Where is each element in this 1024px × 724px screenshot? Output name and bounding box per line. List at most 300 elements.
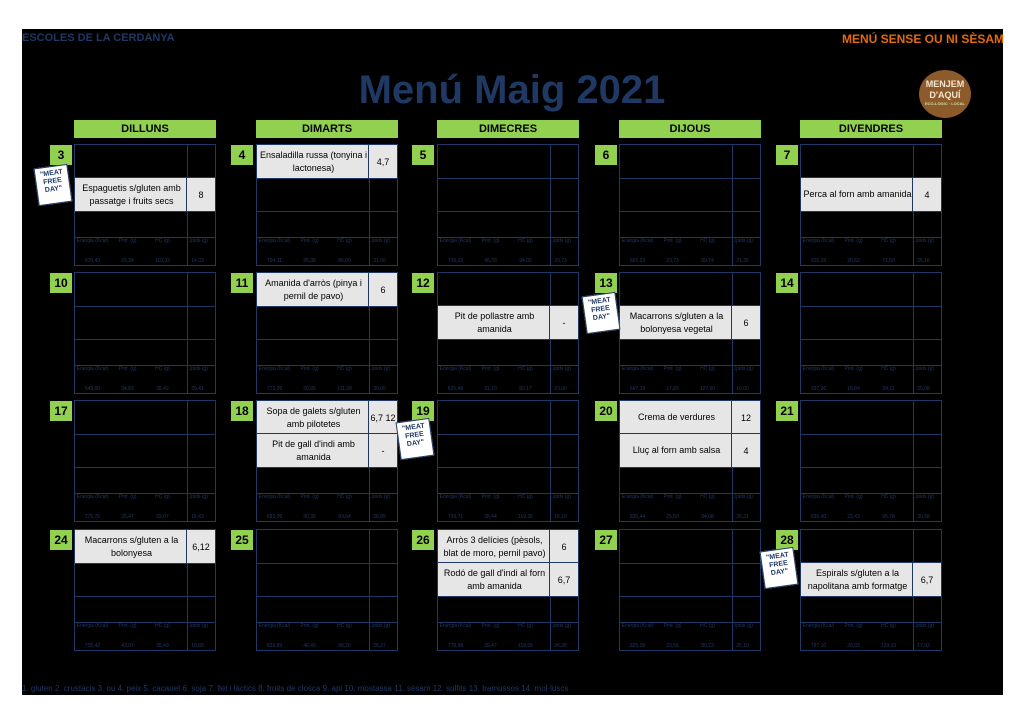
nutrition-value: 28,89 <box>373 514 386 520</box>
meat-free-day-badge: "MEAT FREE DAY" <box>582 292 621 334</box>
nutrition-row <box>801 366 943 394</box>
nutrition-row <box>257 623 399 651</box>
nutrition-row <box>620 494 762 522</box>
nutrition-label: HC (g) <box>881 238 896 244</box>
nutrition-row <box>75 238 217 266</box>
nutrition-label: HC (g) <box>337 366 352 372</box>
day-cell <box>256 400 398 522</box>
nutrition-label: Lípids (g) <box>369 238 390 244</box>
nutrition-label: Prot. (g) <box>844 366 863 372</box>
day-header-thursday: DIJOUS <box>619 120 761 138</box>
nutrition-value: 30,95 <box>303 386 316 392</box>
day-header-friday: DIVENDRES <box>800 120 942 138</box>
nutrition-value: 25,47 <box>121 514 134 520</box>
nutrition-label: Prot. (g) <box>481 366 500 372</box>
day-number: 27 <box>595 530 617 550</box>
day-number: 13 <box>595 273 617 293</box>
allergen-code: 12 <box>731 401 760 434</box>
nutrition-label: Lípids (g) <box>187 494 208 500</box>
day-cell <box>800 144 942 266</box>
dish-row <box>256 144 398 179</box>
dish-row <box>256 400 398 435</box>
allergen-code: 8 <box>186 178 215 211</box>
nutrition-value: 95,78 <box>882 514 895 520</box>
nutrition-label: Prot. (g) <box>481 623 500 629</box>
dish-row <box>256 433 398 468</box>
allergen-note: MENÚ SENSE OU NI SÈSAM <box>841 32 1004 46</box>
nutrition-label: Lípids (g) <box>913 494 934 500</box>
nutrition-label: Prot. (g) <box>300 366 319 372</box>
row-divider <box>438 467 578 468</box>
nutrition-value: 825,28 <box>629 643 646 649</box>
row-divider <box>620 178 760 179</box>
nutrition-value: 92,07 <box>156 514 169 520</box>
menjem-daqui-logo <box>919 70 971 118</box>
nutrition-label: Energia (Kcal) <box>258 366 291 372</box>
nutrition-label: Energia (Kcal) <box>802 366 835 372</box>
nutrition-value: 34,83 <box>121 386 134 392</box>
nutrition-value: 93,64 <box>338 514 351 520</box>
nutrition-value: 111,28 <box>337 386 352 392</box>
nutrition-label: HC (g) <box>700 366 715 372</box>
nutrition-value: 90,20 <box>338 643 351 649</box>
nutrition-value: 21,35 <box>736 258 749 264</box>
nutrition-value: 119,35 <box>518 514 533 520</box>
dish-name: Lluç al forn amb salsa <box>632 445 721 455</box>
day-cell <box>74 400 216 522</box>
nutrition-row <box>257 238 399 266</box>
dish-name: Pit de pollastre amb amanida <box>454 310 535 334</box>
allergen-code: 6 <box>549 530 578 563</box>
nutrition-value: 29,34 <box>121 258 134 264</box>
nutrition-label: Energia (Kcal) <box>802 623 835 629</box>
day-cell <box>800 400 942 522</box>
dish-row <box>619 433 761 468</box>
allergen-code: - <box>549 306 578 339</box>
nutrition-value: 71,50 <box>882 258 895 264</box>
day-cell <box>256 272 398 394</box>
allergen-code: 6,7 12 <box>368 401 397 434</box>
nutrition-label: Prot. (g) <box>118 366 137 372</box>
allergen-code: 6,12 <box>186 530 215 563</box>
nutrition-label: Prot. (g) <box>663 366 682 372</box>
day-number: 17 <box>50 401 72 421</box>
day-header-monday: DILLUNS <box>74 120 216 138</box>
nutrition-value: 17,93 <box>917 643 930 649</box>
nutrition-row <box>438 238 580 266</box>
dish-name: Sopa de galets s/gluten amb pilotetes <box>266 405 361 429</box>
nutrition-value: 21,10 <box>484 386 497 392</box>
allergen-code: 6,7 <box>549 563 578 596</box>
nutrition-label: Energia (Kcal) <box>621 366 654 372</box>
nutrition-value: 23,43 <box>847 514 860 520</box>
nutrition-value: 46,40 <box>303 643 316 649</box>
nutrition-label: Energia (Kcal) <box>802 494 835 500</box>
nutrition-label: Lípids (g) <box>913 238 934 244</box>
nutrition-row <box>801 623 943 651</box>
row-divider <box>438 211 578 212</box>
nutrition-label: Prot. (g) <box>844 238 863 244</box>
nutrition-row <box>257 366 399 394</box>
nutrition-value: 95,49 <box>156 643 169 649</box>
nutrition-label: Prot. (g) <box>300 623 319 629</box>
dish-name: Rodó de gall d'indi al forn amb amanida <box>443 567 546 591</box>
nutrition-value: 19,88 <box>191 643 204 649</box>
logo-line2: D'AQUÍ <box>929 90 961 100</box>
day-number: 26 <box>412 530 434 550</box>
nutrition-label: Prot. (g) <box>300 494 319 500</box>
nutrition-value: 85,09 <box>338 258 351 264</box>
nutrition-value: 23,55 <box>666 643 679 649</box>
nutrition-value: 34,11 <box>882 386 895 392</box>
page-title: Menú Maig 2021 <box>358 68 666 112</box>
dish-row <box>619 400 761 435</box>
day-number: 20 <box>595 401 617 421</box>
nutrition-value: 19,84 <box>847 386 860 392</box>
row-divider <box>257 211 397 212</box>
nutrition-label: HC (g) <box>155 623 170 629</box>
nutrition-value: 30,58 <box>917 514 930 520</box>
nutrition-value: 773,09 <box>266 386 283 392</box>
nutrition-value: 778,98 <box>447 643 464 649</box>
day-number: 11 <box>231 273 253 293</box>
day-cell <box>619 144 761 266</box>
nutrition-label: Lípids (g) <box>187 623 208 629</box>
nutrition-row <box>75 366 217 394</box>
nutrition-value: 20,73 <box>554 258 567 264</box>
dish-name: Perca al forn amb amanida <box>803 189 912 199</box>
nutrition-value: 25,50 <box>666 514 679 520</box>
nutrition-value: 670,40 <box>84 258 101 264</box>
nutrition-label: Prot. (g) <box>663 238 682 244</box>
day-number: 6 <box>595 145 617 165</box>
nutrition-label: Lípids (g) <box>550 366 571 372</box>
nutrition-value: 25,10 <box>736 643 749 649</box>
dish-name: Pit de gall d'indi amb amanida <box>272 438 355 462</box>
nutrition-value: 94,00 <box>519 258 532 264</box>
nutrition-value: 739,03 <box>447 258 464 264</box>
nutrition-label: Energia (Kcal) <box>439 623 472 629</box>
nutrition-label: Prot. (g) <box>844 623 863 629</box>
nutrition-value: 45,33 <box>484 258 497 264</box>
nutrition-value: 10,00 <box>736 386 749 392</box>
nutrition-value: 794,11 <box>267 258 282 264</box>
nutrition-label: Energia (Kcal) <box>76 494 109 500</box>
day-cell <box>74 529 216 651</box>
nutrition-value: 697,19 <box>629 386 646 392</box>
nutrition-label: Energia (Kcal) <box>621 623 654 629</box>
day-cell <box>800 272 942 394</box>
dish-row <box>74 177 216 212</box>
nutrition-value: 110,33 <box>155 258 170 264</box>
day-number: 25 <box>231 530 253 550</box>
nutrition-value: 127,00 <box>699 386 716 392</box>
day-number: 19 <box>412 401 434 421</box>
dish-name: Macarrons s/gluten a la bolonyesa vegetal <box>629 310 724 334</box>
dish-row <box>800 177 942 212</box>
allergen-code: - <box>368 434 397 467</box>
logo-line1: MENJEM <box>925 79 965 89</box>
nutrition-value: 30,35 <box>303 514 316 520</box>
nutrition-label: Energia (Kcal) <box>76 623 109 629</box>
day-header-tuesday: DIMARTS <box>256 120 398 138</box>
nutrition-row <box>620 366 762 394</box>
day-cell <box>256 529 398 651</box>
day-cell <box>800 529 942 651</box>
row-divider <box>620 563 760 564</box>
nutrition-label: Lípids (g) <box>732 623 753 629</box>
nutrition-label: Prot. (g) <box>844 494 863 500</box>
nutrition-value: 43,07 <box>121 643 134 649</box>
nutrition-value: 89,74 <box>701 258 714 264</box>
row-divider <box>438 178 578 179</box>
nutrition-value: 82,17 <box>519 386 532 392</box>
nutrition-label: HC (g) <box>155 366 170 372</box>
nutrition-value: 775,70 <box>84 514 101 520</box>
nutrition-value: 39,47 <box>484 643 497 649</box>
nutrition-value: 36,31 <box>736 514 749 520</box>
nutrition-label: Energia (Kcal) <box>258 623 291 629</box>
row-divider <box>257 563 397 564</box>
nutrition-label: Lípids (g) <box>913 366 934 372</box>
dish-name: Espaguetis s/gluten amb passatge i fruits secs <box>82 182 181 206</box>
nutrition-value: 26,28 <box>554 643 567 649</box>
nutrition-value: 728,71 <box>447 514 464 520</box>
day-header-wednesday: DIMECRES <box>437 120 579 138</box>
nutrition-value: 693,09 <box>266 514 283 520</box>
nutrition-label: HC (g) <box>700 238 715 244</box>
nutrition-label: HC (g) <box>518 494 533 500</box>
nutrition-label: Energia (Kcal) <box>258 238 291 244</box>
nutrition-value: 25,16 <box>917 258 930 264</box>
nutrition-label: Prot. (g) <box>300 238 319 244</box>
nutrition-label: Prot. (g) <box>118 238 137 244</box>
nutrition-label: Lípids (g) <box>732 238 753 244</box>
nutrition-label: Lípids (g) <box>550 623 571 629</box>
day-number: 12 <box>412 273 434 293</box>
nutrition-value: 16,10 <box>554 514 567 520</box>
day-number: 24 <box>50 530 72 550</box>
row-divider <box>75 467 215 468</box>
meat-free-day-badge: "MEAT FREE DAY" <box>396 418 435 460</box>
nutrition-label: HC (g) <box>881 623 896 629</box>
nutrition-value: 31,50 <box>373 258 386 264</box>
nutrition-label: HC (g) <box>700 623 715 629</box>
meat-free-day-badge: "MEAT FREE DAY" <box>34 164 73 206</box>
row-divider <box>257 339 397 340</box>
nutrition-label: Lípids (g) <box>187 366 208 372</box>
row-divider <box>620 596 760 597</box>
nutrition-value: 94,08 <box>701 514 714 520</box>
nutrition-value: 925,28 <box>810 258 827 264</box>
dish-row <box>437 562 579 597</box>
dish-row <box>74 529 216 564</box>
day-number: 5 <box>412 145 434 165</box>
nutrition-row <box>75 494 217 522</box>
nutrition-row <box>257 494 399 522</box>
day-number: 4 <box>231 145 253 165</box>
nutrition-label: Prot. (g) <box>481 238 500 244</box>
nutrition-row <box>75 623 217 651</box>
day-cell <box>74 144 216 266</box>
nutrition-value: 835,40 <box>810 514 827 520</box>
dish-row <box>437 529 579 564</box>
nutrition-row <box>801 238 943 266</box>
nutrition-row <box>438 494 580 522</box>
nutrition-row <box>801 494 943 522</box>
nutrition-value: 129,10 <box>880 643 897 649</box>
nutrition-value: 28,93 <box>847 643 860 649</box>
nutrition-label: HC (g) <box>518 366 533 372</box>
nutrition-label: Energia (Kcal) <box>439 366 472 372</box>
allergen-code: 4,7 <box>368 145 397 178</box>
nutrition-label: HC (g) <box>337 623 352 629</box>
nutrition-value: 28,27 <box>373 643 386 649</box>
nutrition-label: Lípids (g) <box>369 623 390 629</box>
dish-name: Espirals s/gluten a la napolitana amb formatge <box>807 567 908 591</box>
day-number: 18 <box>231 401 253 421</box>
nutrition-label: HC (g) <box>155 494 170 500</box>
day-cell <box>74 272 216 394</box>
day-cell <box>619 529 761 651</box>
dish-name: Macarrons s/gluten a la bolonyesa <box>84 534 179 558</box>
row-divider <box>438 434 578 435</box>
nutrition-label: Prot. (g) <box>663 494 682 500</box>
day-cell <box>437 272 579 394</box>
day-cell <box>437 529 579 651</box>
nutrition-value: 833,89 <box>266 643 283 649</box>
row-divider <box>801 467 941 468</box>
nutrition-label: Energia (Kcal) <box>439 494 472 500</box>
nutrition-row <box>620 238 762 266</box>
allergen-code: 4 <box>912 178 941 211</box>
nutrition-value: 20,52 <box>847 258 860 264</box>
nutrition-row <box>438 623 580 651</box>
nutrition-value: 17,83 <box>666 386 679 392</box>
nutrition-label: Lípids (g) <box>732 494 753 500</box>
nutrition-label: Lípids (g) <box>550 494 571 500</box>
day-number: 7 <box>776 145 798 165</box>
nutrition-row <box>438 366 580 394</box>
nutrition-label: HC (g) <box>337 494 352 500</box>
nutrition-label: Energia (Kcal) <box>439 238 472 244</box>
nutrition-row <box>620 623 762 651</box>
nutrition-value: 39,38 <box>303 258 316 264</box>
day-cell <box>437 400 579 522</box>
nutrition-label: Lípids (g) <box>369 366 390 372</box>
nutrition-value: 15,43 <box>191 514 204 520</box>
row-divider <box>801 306 941 307</box>
nutrition-value: 797,10 <box>810 643 827 649</box>
allergen-code: 4 <box>731 434 760 467</box>
allergen-code: 6 <box>368 273 397 306</box>
nutrition-value: 118,65 <box>518 643 533 649</box>
row-divider <box>801 434 941 435</box>
nutrition-value: 30,00 <box>373 386 386 392</box>
row-divider <box>75 339 215 340</box>
dish-name: Crema de verdures <box>637 412 716 422</box>
nutrition-label: Prot. (g) <box>118 623 137 629</box>
dish-name: Ensaladilla russa (tonyina i lactonesa) <box>259 149 368 173</box>
nutrition-label: HC (g) <box>155 238 170 244</box>
dish-row <box>619 305 761 340</box>
nutrition-value: 835,44 <box>629 514 646 520</box>
nutrition-label: HC (g) <box>518 623 533 629</box>
nutrition-label: Energia (Kcal) <box>258 494 291 500</box>
nutrition-label: Lípids (g) <box>550 238 571 244</box>
school-name: ESCOLES DE LA CERDANYA <box>22 32 175 44</box>
row-divider <box>257 596 397 597</box>
nutrition-value: 825,48 <box>447 386 464 392</box>
nutrition-value: 39,41 <box>191 386 204 392</box>
day-number: 3 <box>50 145 72 165</box>
nutrition-label: Lípids (g) <box>913 623 934 629</box>
day-number: 14 <box>776 273 798 293</box>
nutrition-value: 665,03 <box>629 258 646 264</box>
allergen-code: 6,7 <box>912 563 941 596</box>
dish-name: Arròs 3 delícies (pèsols, blat de moro, pernil pavo) <box>443 534 546 558</box>
nutrition-value: 735,42 <box>84 643 101 649</box>
row-divider <box>75 596 215 597</box>
nutrition-value: 23,90 <box>554 386 567 392</box>
nutrition-label: Lípids (g) <box>369 494 390 500</box>
nutrition-label: HC (g) <box>700 494 715 500</box>
dish-row <box>256 272 398 307</box>
nutrition-value: 549,00 <box>84 386 101 392</box>
nutrition-value: 80,23 <box>701 643 714 649</box>
day-cell <box>619 272 761 394</box>
nutrition-label: Energia (Kcal) <box>802 238 835 244</box>
dish-row <box>437 305 579 340</box>
row-divider <box>75 306 215 307</box>
dish-row <box>800 562 942 597</box>
nutrition-label: HC (g) <box>881 366 896 372</box>
nutrition-label: Energia (Kcal) <box>76 366 109 372</box>
nutrition-label: Prot. (g) <box>118 494 137 500</box>
row-divider <box>801 339 941 340</box>
allergen-code: 6 <box>731 306 760 339</box>
nutrition-label: HC (g) <box>881 494 896 500</box>
nutrition-value: 35,44 <box>484 514 497 520</box>
nutrition-label: Energia (Kcal) <box>76 238 109 244</box>
day-cell <box>256 144 398 266</box>
row-divider <box>620 211 760 212</box>
day-cell <box>619 400 761 522</box>
day-number: 21 <box>776 401 798 421</box>
nutrition-label: HC (g) <box>337 238 352 244</box>
nutrition-label: Prot. (g) <box>663 623 682 629</box>
nutrition-value: 937,36 <box>810 386 827 392</box>
nutrition-value: 25,08 <box>917 386 930 392</box>
nutrition-label: Prot. (g) <box>481 494 500 500</box>
nutrition-label: Lípids (g) <box>187 238 208 244</box>
nutrition-label: HC (g) <box>518 238 533 244</box>
meat-free-day-badge: "MEAT FREE DAY" <box>760 547 799 589</box>
day-cell <box>437 144 579 266</box>
row-divider <box>75 434 215 435</box>
nutrition-value: 35,42 <box>156 386 169 392</box>
dish-name: Amanida d'arròs (pinya i pernil de pavo) <box>265 277 362 301</box>
nutrition-label: Energia (Kcal) <box>621 494 654 500</box>
allergen-legend: 1. gluten 2. crustacis 3. ou 4. peix 5. cacauet 6. soja 7. llet i làctics 8. fruits de closca 9. api 10. mostassa 11. sèsam 12. sulfits 13. tramussos 14. mol·luscs <box>22 684 569 693</box>
nutrition-value: 23,73 <box>666 258 679 264</box>
nutrition-value: 14,03 <box>191 258 204 264</box>
day-number: 28 <box>776 530 798 550</box>
nutrition-label: Energia (Kcal) <box>621 238 654 244</box>
logo-subtitle: ECO-LÒGIC · LOCAL <box>925 101 965 106</box>
day-number: 10 <box>50 273 72 293</box>
nutrition-label: Lípids (g) <box>732 366 753 372</box>
